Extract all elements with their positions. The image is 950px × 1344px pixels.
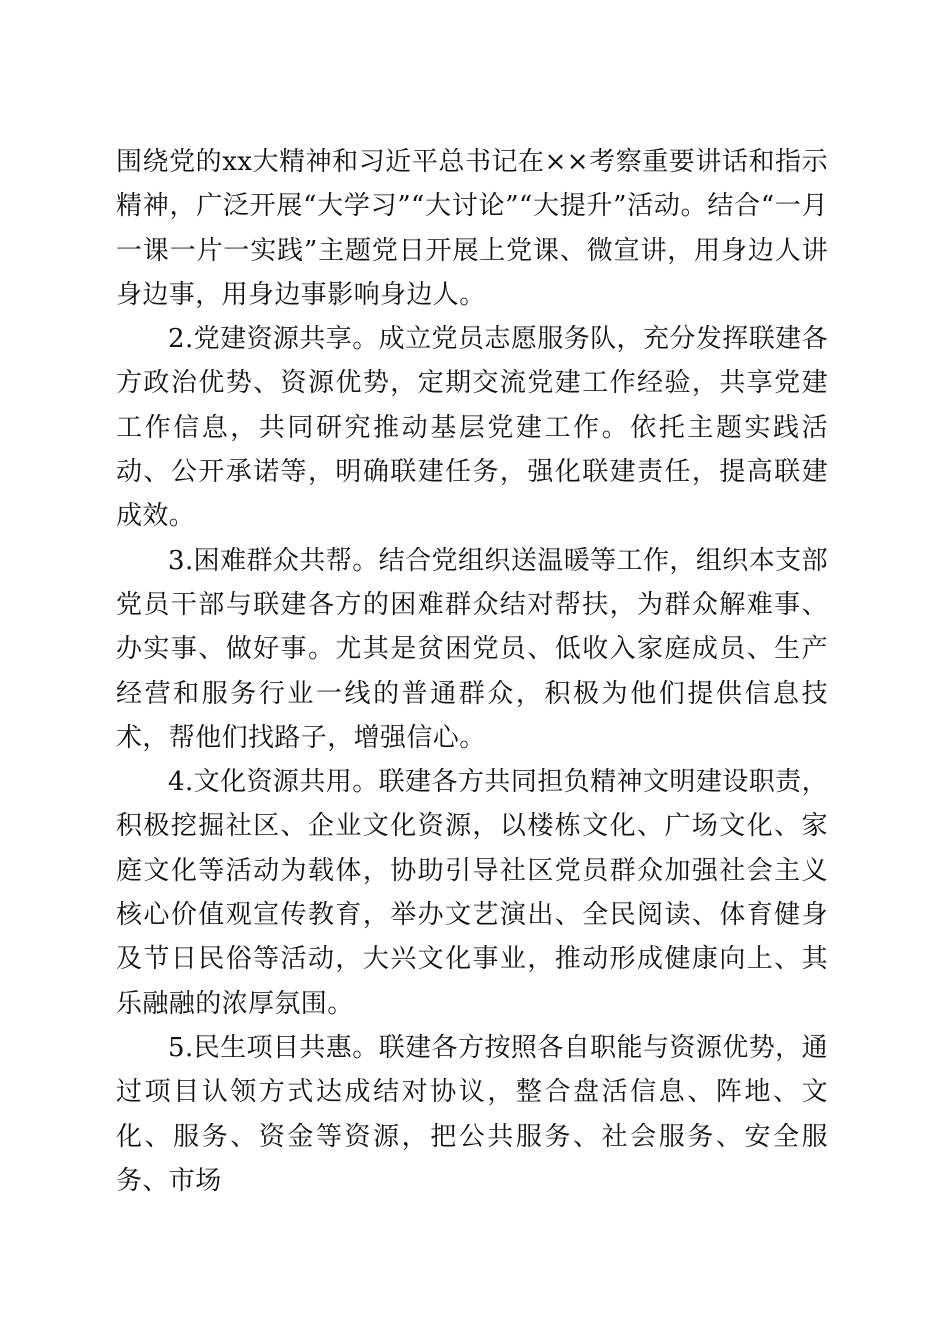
- document-page: [116, 140, 828, 1203]
- paragraph-livelihood-projects: 5.民生项目共惠。联建各方按照各自职能与资源优势，通过项目认领方式达成结对协议，整合盘活信息、阵地、文化、服务、资金等资源，把公共服务、社会服务、安全服务、市场: [116, 1032, 828, 1196]
- paragraph-intro: 围绕党的xx大精神和习近平总书记在××考察重要讲话和指示精神，广泛开展“大学习”“大讨论”“大提升”活动。结合“一月一课一片一实践”主题党日开展上党课、微宣讲，用身边人讲身边事，用身边事影响身边人。: [116, 147, 828, 310]
- paragraph-helping-needy: 3.困难群众共帮。结合党组织送温暖等工作，组织本支部党员干部与联建各方的困难群众结对帮扶，为群众解难事、办实事、做好事。尤其是贫困党员、低收入家庭成员、生产经营和服务行业一线的普通群众，积极为他们提供信息技术，帮他们找路子，增强信心。: [116, 545, 828, 753]
- paragraph-culture-resources: 4.文化资源共用。联建各方共同担负精神文明建设职责，积极挖掘社区、企业文化资源，以楼栋文化、广场文化、家庭文化等活动为载体，协助引导社区党员群众加强社会主义核心价值观宣传教育，举办文艺演出、全民阅读、体育健身及节日民俗等活动，大兴文化事业，推动形成健康向上、其乐融融的浓厚氛围。: [116, 767, 828, 1019]
- paragraph-party-resource-sharing: 2.党建资源共享。成立党员志愿服务队，充分发挥联建各方政治优势、资源优势，定期交流党建工作经验，共享党建工作信息，共同研究推动基层党建工作。依托主题实践活动、公开承诺等，明确联建任务，强化联建责任，提高联建成效。: [116, 324, 828, 532]
